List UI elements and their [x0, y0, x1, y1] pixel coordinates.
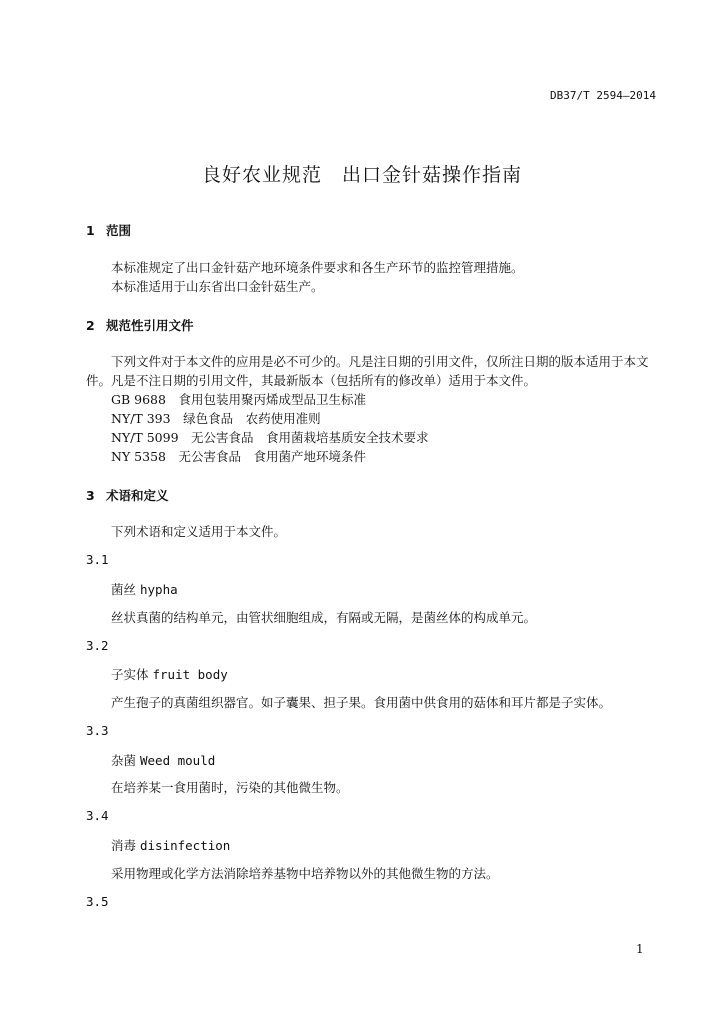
term-en: hypha — [140, 582, 178, 597]
paragraph: 本标准规定了出口金针菇产地环境条件要求和各生产环节的监控管理措施。 — [111, 260, 524, 275]
term-number: 3.1 — [86, 552, 109, 567]
section-number: 2 — [86, 318, 95, 333]
section-2-heading — [86, 316, 194, 334]
term-heading — [111, 580, 178, 598]
term-en: fruit body — [152, 667, 228, 682]
section-number: 3 — [86, 488, 95, 503]
term-definition: 采用物理或化学方法消除培养基物中培养物以外的其他微生物的方法。 — [111, 866, 499, 881]
paragraph: 本标准适用于山东省出口金针菇生产。 — [111, 279, 324, 294]
paragraph-line: 下列文件对于本文件的应用是必不可少的。凡是注日期的引用文件，仅所注日期的版本适用于本文 — [111, 354, 649, 369]
term-heading — [111, 836, 230, 854]
term-zh: 杂菌 — [111, 753, 137, 768]
reference-item: GB 9688 食用包装用聚丙烯成型品卫生标准 — [111, 392, 366, 407]
term-number: 3.3 — [86, 723, 109, 738]
reference-item: NY/T 5099 无公害食品 食用菌栽培基质安全技术要求 — [111, 430, 429, 445]
term-heading — [111, 751, 215, 769]
term-number: 3.2 — [86, 638, 109, 653]
section-3-heading — [86, 486, 169, 504]
term-definition: 产生孢子的真菌组织器官。如子囊果、担子果。食用菌中供食用的菇体和耳片都是子实体。 — [111, 695, 612, 710]
term-heading — [111, 665, 228, 683]
reference-item: NY 5358 无公害食品 食用菌产地环境条件 — [111, 449, 366, 464]
paragraph: 下列术语和定义适用于本文件。 — [111, 524, 287, 539]
section-1-heading — [86, 221, 131, 239]
term-zh: 子实体 — [111, 667, 149, 682]
term-definition: 在培养某一食用菌时，污染的其他微生物。 — [111, 780, 349, 795]
term-en: disinfection — [140, 838, 231, 853]
term-zh: 菌丝 — [111, 582, 137, 597]
document-title: 良好农业规范 出口金针菇操作指南 — [201, 164, 522, 186]
section-label: 范围 — [106, 223, 132, 238]
term-number: 3.5 — [86, 894, 109, 909]
section-label: 术语和定义 — [106, 488, 169, 503]
standard-code: DB37/T 2594—2014 — [550, 89, 656, 102]
section-label: 规范性引用文件 — [106, 318, 194, 333]
section-number: 1 — [86, 223, 95, 238]
reference-item: NY/T 393 绿色食品 农药使用准则 — [111, 411, 321, 426]
paragraph-line: 件。凡是不注日期的引用文件，其最新版本（包括所有的修改单）适用于本文件。 — [86, 373, 537, 388]
page-number: 1 — [636, 942, 644, 956]
term-definition: 丝状真菌的结构单元，由管状细胞组成，有隔或无隔，是菌丝体的构成单元。 — [111, 610, 537, 625]
term-zh: 消毒 — [111, 838, 137, 853]
term-en: Weed mould — [140, 753, 216, 768]
term-number: 3.4 — [86, 808, 109, 823]
